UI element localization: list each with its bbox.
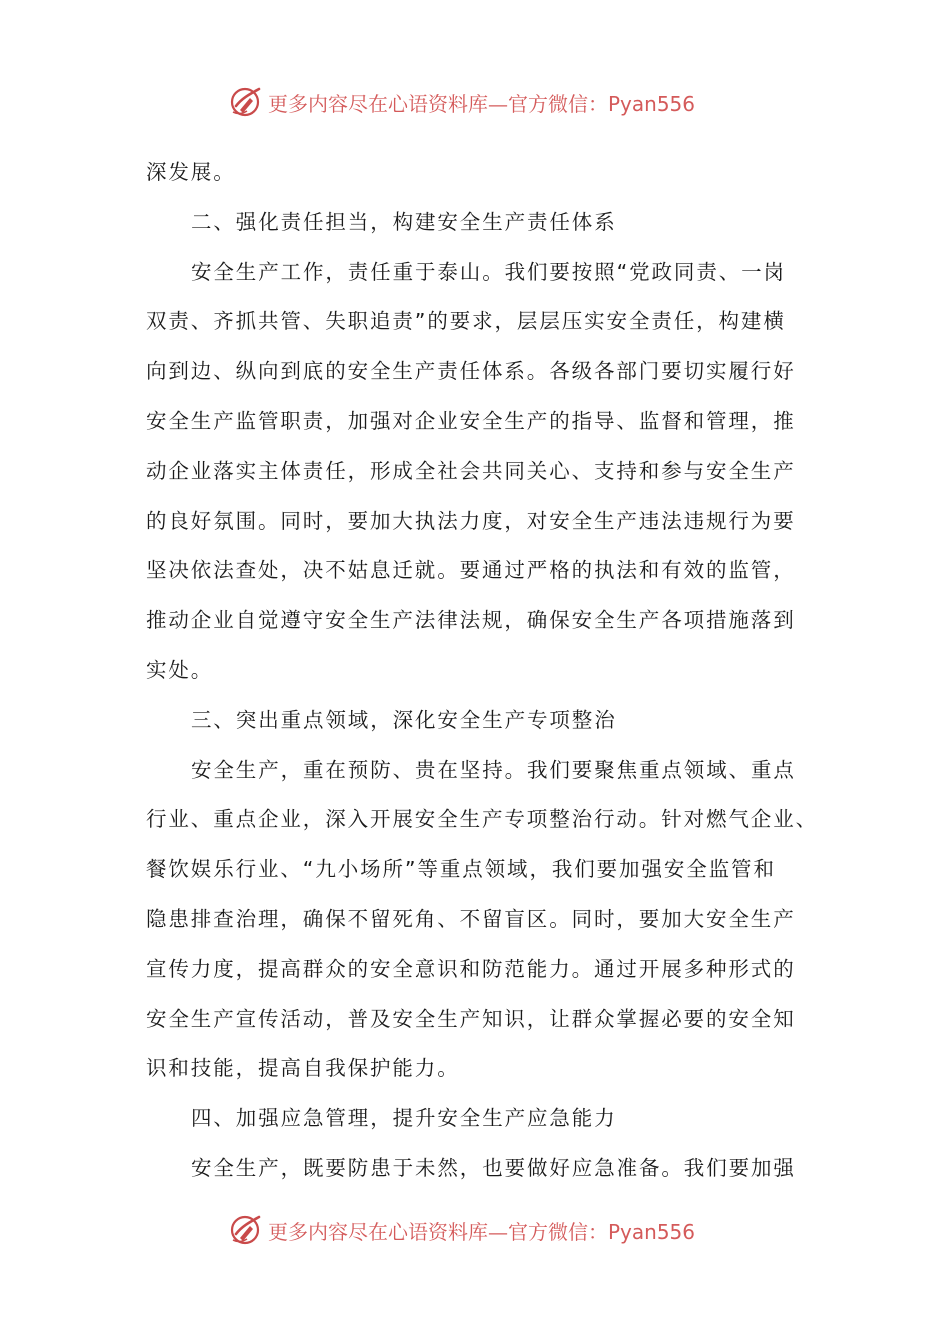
text-line: 安全生产监管职责，加强对企业安全生产的指导、监督和管理，推 xyxy=(146,408,796,433)
wechat-id: Pyan556 xyxy=(608,1219,696,1244)
banner-text xyxy=(268,1216,695,1245)
text-line: 餐饮娱乐行业、“九小场所”等重点领域，我们要加强安全监管和 xyxy=(146,857,776,882)
text-line: 坚决依法查处，决不姑息迁就。要通过严格的执法和有效的监管， xyxy=(146,558,796,583)
text-line: 三、突出重点领域，深化安全生产专项整治 xyxy=(191,707,617,732)
banner-label: 更多内容尽在心语资料库—官方微信： xyxy=(268,91,608,116)
text-line: 宣传力度，提高群众的安全意识和防范能力。通过开展多种形式的 xyxy=(146,956,796,981)
text-line: 隐患排查治理，确保不留死角、不留盲区。同时，要加大安全生产 xyxy=(146,906,796,931)
header-watermark-banner xyxy=(228,82,788,122)
pen-logo-icon xyxy=(228,84,264,120)
text-line: 动企业落实主体责任，形成全社会共同关心、支持和参与安全生产 xyxy=(146,458,796,483)
footer-watermark-banner xyxy=(228,1210,788,1250)
text-line: 推动企业自觉遵守安全生产法律法规，确保安全生产各项措施落到 xyxy=(146,608,796,633)
text-line: 安全生产宣传活动，普及安全生产知识，让群众掌握必要的安全知 xyxy=(146,1006,796,1031)
text-line: 行业、重点企业，深入开展安全生产专项整治行动。针对燃气企业、 xyxy=(146,807,818,832)
wechat-id: Pyan556 xyxy=(608,91,696,116)
text-line: 深发展。 xyxy=(146,160,236,184)
text-line: 识和技能，提高自我保护能力。 xyxy=(146,1056,460,1081)
document-body xyxy=(146,148,821,1194)
text-line: 安全生产，重在预防、贵在坚持。我们要聚焦重点领域、重点 xyxy=(191,757,796,782)
text-line: 实处。 xyxy=(146,657,214,682)
banner-label: 更多内容尽在心语资料库—官方微信： xyxy=(268,1219,608,1244)
text-line: 安全生产，既要防患于未然，也要做好应急准备。我们要加强 xyxy=(191,1155,796,1180)
text-line: 安全生产工作，责任重于泰山。我们要按照“党政同责、一岗 xyxy=(191,259,786,284)
text-line: 的良好氛围。同时，要加大执法力度，对安全生产违法违规行为要 xyxy=(146,508,796,533)
text-line: 向到边、纵向到底的安全生产责任体系。各级各部门要切实履行好 xyxy=(146,359,796,384)
text-line: 四、加强应急管理，提升安全生产应急能力 xyxy=(191,1106,617,1131)
text-line: 二、强化责任担当，构建安全生产责任体系 xyxy=(191,209,617,234)
banner-text xyxy=(268,88,695,117)
text-line: 双责、齐抓共管、失职追责”的要求，层层压实安全责任，构建横 xyxy=(146,309,786,334)
pen-logo-icon xyxy=(228,1212,264,1248)
